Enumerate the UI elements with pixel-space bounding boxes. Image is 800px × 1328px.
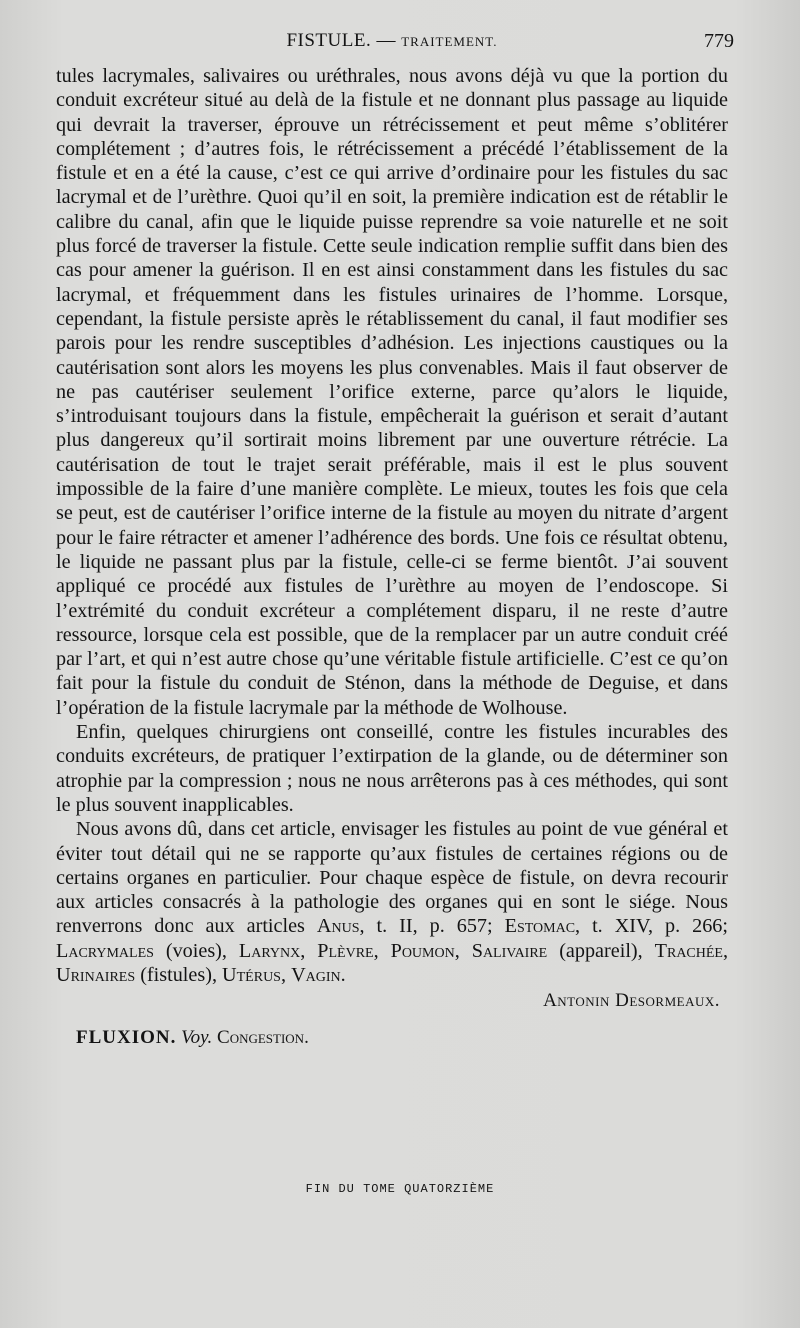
- end-of-volume-note: FIN DU TOME QUATORZIÈME: [305, 1182, 495, 1196]
- running-title-main: FISTULE. —: [286, 30, 396, 51]
- ref-vagin-detail: .: [340, 963, 346, 986]
- ref-vagin: Vagin: [291, 963, 341, 986]
- ref-salivaire: Salivaire: [471, 939, 548, 962]
- paragraph-2: Enfin, quelques chirurgiens ont conseillé, contre les fistules incurables des conduits excréteurs, de pratiquer l’extirpation de la glande, ou de déterminer son atrophie par la compression ; nous ne nous arrêterons pas à ces méthodes, qui sont le plus souvent inapplicables.: [56, 721, 728, 816]
- paragraph-3-text: Nous avons dû, dans cet article, envisager les fistules au point de vue général et éviter tout détail qui ne se rapporte qu’aux fistules de certaines régions ou de certains organes en particulier. Pour chaque espèce de fistule, on devra recourir aux articles consacrés à la pathologie des organes qui en sont le siége. Nous renverrons donc aux articles: [56, 818, 728, 938]
- ref-anus: Anus: [316, 915, 360, 938]
- ref-plevre: Plèvre: [317, 939, 374, 962]
- fluxion-crossref: Congestion.: [217, 1026, 309, 1048]
- running-title: [56, 30, 728, 52]
- ref-poumon: Poumon: [390, 939, 455, 962]
- ref-poumon-detail: ,: [454, 939, 460, 962]
- ref-salivaire-detail: (appareil),: [547, 939, 643, 962]
- ref-uterus: Utérus: [222, 963, 281, 986]
- ref-lacrymales-detail: (voies),: [153, 939, 227, 962]
- ref-larynx: Larynx: [238, 939, 301, 962]
- ref-trachee-detail: ,: [723, 939, 729, 962]
- ref-lacrymales: Lacrymales: [56, 939, 154, 962]
- ref-uterus-detail: ,: [280, 963, 287, 986]
- paragraph-3: [56, 817, 728, 987]
- ref-trachee: Trachée: [654, 939, 723, 962]
- ref-estomac-detail: , t. XIV, p. 266;: [575, 915, 729, 938]
- ref-urinaires-detail: (fistules),: [135, 963, 217, 986]
- author-signature: Antonin Desormeaux.: [543, 990, 720, 1012]
- main-text: [56, 64, 728, 1050]
- running-head: [56, 30, 734, 58]
- fluxion-voy: Voy.: [181, 1026, 213, 1048]
- page-number: 779: [704, 30, 734, 52]
- ref-plevre-detail: ,: [373, 939, 379, 962]
- ref-urinaires: Urinaires: [56, 963, 136, 986]
- ref-larynx-detail: ,: [300, 939, 306, 962]
- running-title-sub: TRAITEMENT.: [401, 34, 498, 49]
- ref-estomac: Estomac: [504, 915, 576, 938]
- fluxion-headword: FLUXION.: [76, 1026, 177, 1048]
- fluxion-entry: [76, 1026, 728, 1050]
- paragraph-1: tules lacrymales, salivaires ou uréthrales, nous avons déjà vu que la portion du conduit excréteur situé au delà de la fistule et ne donnant plus passage au liquide qui devrait la traverser, éprouve un rétrécissement et peut même s’oblitérer complétement ; d’autres fois, le rétrécissement a précédé l’établissement de la fistule et en a été la cause, c’est ce qui arrive d’ordinaire pour les fistules du sac lacrymal et de l’urèthre. Quoi qu’il en soit, la première indication est de rétablir le calibre du canal, afin que le liquide puisse reprendre sa voie naturelle et ne soit plus forcé de traverser la fistule. Cette seule indication remplie suffit dans bien des cas pour amener la guérison. Il en est ainsi constamment dans les fistules du sac lacrymal, et fréquemment dans les fistules urinaires de l’homme. Lorsque, cependant, la fistule persiste après le rétablissement du canal, il faut modifier ses parois pour les rendre susceptibles d’adhésion. Les injections caustiques ou la cautérisation sont alors les moyens les plus convenables. Mais il faut observer de ne pas cautériser seulement l’orifice externe, parce qu’alors le liquide, s’introduisant toujours dans la fistule, empêcherait la guérison et serait d’autant plus dangereux qu’il sortirait moins librement par une ouverture rétrécie. La cautérisation de tout le trajet serait préférable, mais il est le plus souvent impossible de la faire d’une manière complète. Le mieux, toutes les fois que cela se peut, est de cautériser l’orifice interne de la fistule au moyen du nitrate d’argent pour le faire rétracter et amener l’adhérence des bords. Une fois ce résultat obtenu, le liquide ne passant plus par la fistule, celle-ci se ferme bientôt. J’ai souvent appliqué ce procédé aux fistules de l’urèthre au moyen de l’endoscope. Si l’extrémité du conduit excréteur a complétement disparu, il ne reste d’autre ressource, lorsque cela est possible, que de la remplacer par un autre conduit créé par l’art, et qui n’est autre chose qu’une véritable fistule artificielle. C’est ce qu’on fait pour la fistule du conduit de Sténon, dans la méthode de Deguise, et dans l’opération de la fistule lacrymale par la méthode de Wolhouse.: [56, 65, 728, 719]
- ref-anus-detail: , t. II, p. 657;: [359, 915, 493, 938]
